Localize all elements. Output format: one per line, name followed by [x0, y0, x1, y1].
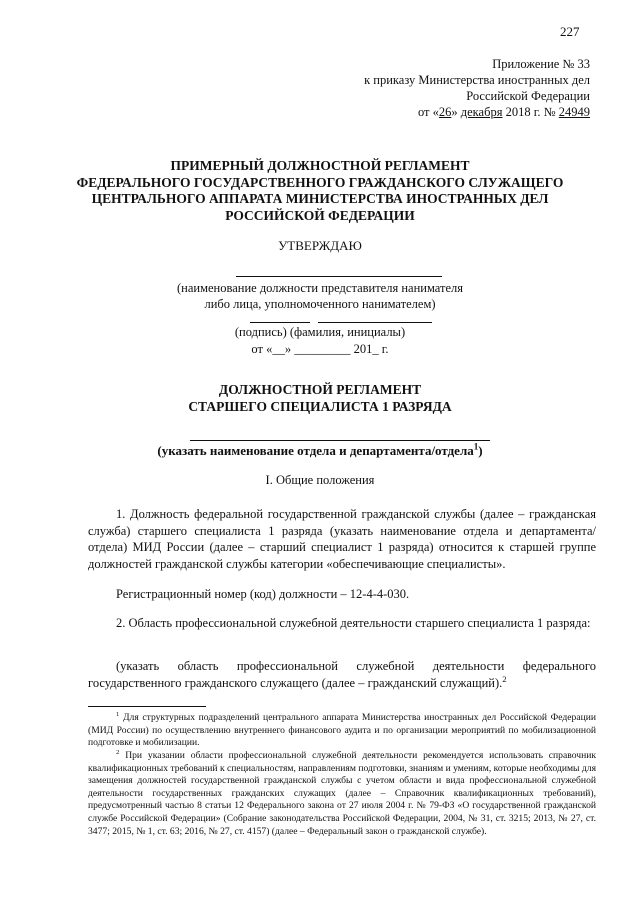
signature-line — [250, 322, 310, 323]
annex-line-1: Приложение № 33 — [492, 57, 590, 71]
annex-date-day: 26 — [438, 105, 452, 119]
document-title — [60, 158, 580, 224]
annex-date-line — [270, 104, 590, 120]
annex-doc-number: 24949 — [558, 105, 590, 119]
page-number: 227 — [560, 24, 580, 39]
footnote-1-mark: 1 — [116, 710, 120, 718]
paragraph-2: 2. Область профессиональной служебной деятельности старшего специалиста 1 разряда: — [116, 616, 591, 630]
annex-date-year: 2018 г. № — [502, 105, 559, 119]
department-hint-close: ) — [478, 443, 483, 458]
department-hint-text: (указать наименование отдела и департамента/отдела — [157, 443, 474, 458]
footnote-ref-1: 1 — [473, 441, 479, 452]
regulation-title-line-2: СТАРШЕГО СПЕЦИАЛИСТА 1 РАЗРЯДА — [188, 398, 452, 414]
footnote-1 — [88, 712, 596, 750]
annex-date-month: декабря — [460, 105, 503, 119]
department-hint — [60, 443, 580, 460]
position-hint — [60, 280, 580, 312]
approve-label: УТВЕРЖДАЮ — [278, 238, 362, 253]
annex-line-3: Российской Федерации — [466, 89, 590, 103]
footnote-2-mark: 2 — [116, 748, 120, 756]
position-line — [236, 276, 442, 277]
footnote-2-text: При указании области профессиональной служебной деятельности рекомендуется использовать справочник квалификационных требований к специальностям, направлениям подготовки, знаниям и умениям, которые необходимы для замещения должностей государственной гражданской службы с учетом области и вида профессиональной служебной деятельности государственных гражданских служащих (далее – Справочник квалификационных требований), предусмотренный частью 8 статьи 12 Федерального закона от 27 июля 2004 г. № 79-ФЗ «О государственной гражданской службе Российской Федерации» (Собрание законодательства Российской Федерации, 2004, № 31, ст. 3215; 2013, № 27, ст. 3477; 2015, № 1, ст. 63; 2016, № 27, ст. 4157) (далее – Федеральный закон о гражданской службе). — [88, 750, 596, 837]
signature-hint: (подпись) (фамилия, инициалы) — [234, 325, 406, 339]
department-line — [190, 440, 490, 441]
title-line-1: ПРИМЕРНЫЙ ДОЛЖНОСТНОЙ РЕГЛАМЕНТ — [170, 158, 470, 173]
title-line-4: РОССИЙСКОЙ ФЕДЕРАЦИИ — [225, 207, 415, 223]
title-line-3: ЦЕНТРАЛЬНОГО АППАРАТА МИНИСТЕРСТВА ИНОСТРАННЫХ ДЕЛ — [91, 191, 549, 206]
paragraph-3-text: (указать область профессиональной служебной деятельности федерального государственного гражданского служащего (далее – гражданский служащий). — [88, 659, 596, 690]
footnote-ref-2: 2 — [502, 673, 507, 684]
section-heading: I. Общие положения — [265, 473, 375, 487]
title-line-2: ФЕДЕРАЛЬНОГО ГОСУДАРСТВЕННОГО ГРАЖДАНСКОГО СЛУЖАЩЕГО — [76, 174, 564, 190]
annex-header — [270, 56, 590, 120]
position-hint-1: (наименование должности представителя нанимателя — [177, 281, 463, 295]
regulation-title-line-1: ДОЛЖНОСТНОЙ РЕГЛАМЕНТ — [218, 382, 422, 397]
regulation-title — [60, 382, 580, 415]
paragraph-1: 1. Должность федеральной государственной гражданской службы (далее – гражданская служба) старшего специалиста 1 разряда (указать наименование отдела и департамента/отдела) МИД России (далее – старший специалист 1 разряда) относится к старшей группе должностей гражданской службы категории «обеспечивающие специалисты». — [88, 507, 596, 571]
footnote-separator — [88, 706, 206, 707]
annex-date-prefix: от « — [417, 105, 439, 119]
annex-date-mid: » — [451, 105, 461, 119]
paragraph-registration: Регистрационный номер (код) должности – 12-4-4-030. — [116, 587, 410, 601]
annex-line-2: к приказу Министерства иностранных дел — [364, 73, 590, 87]
approve-date-line: от «__» _________ 201_ г. — [251, 342, 389, 356]
position-hint-2: либо лица, уполномоченного нанимателем) — [204, 297, 436, 311]
name-line — [318, 322, 432, 323]
footnote-2 — [88, 750, 596, 838]
footnote-1-text: Для структурных подразделений центрального аппарата Министерства иностранных дел Российской Федерации (МИД России) по осуществлению внутреннего финансового аудита и по организации мероприятий по мобилизационной подготовке и мобилизации. — [88, 712, 596, 749]
paragraph-3 — [88, 658, 596, 691]
